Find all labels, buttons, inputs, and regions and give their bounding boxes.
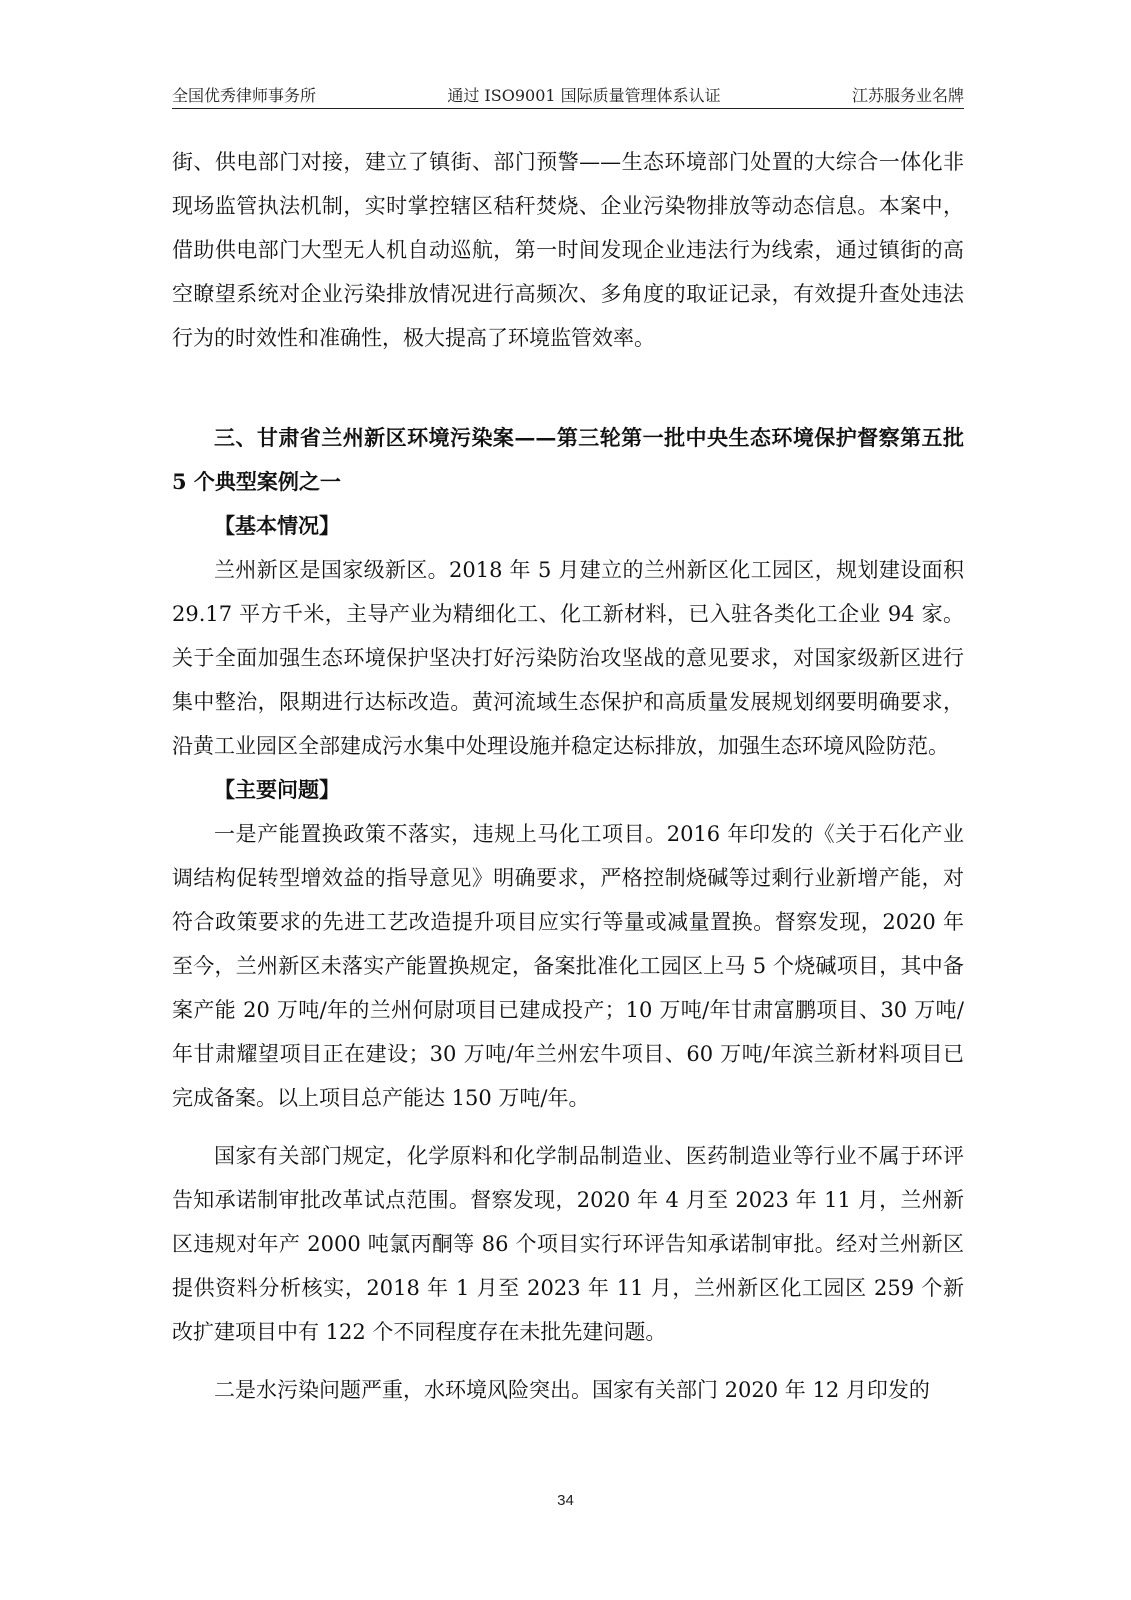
document-body [172, 140, 964, 1412]
problem-paragraph: 一是产能置换政策不落实，违规上马化工项目。2016 年印发的《关于石化产业调结构促转型增效益的指导意见》明确要求，严格控制烧碱等过剩行业新增产能，对符合政策要求的先进工艺改造提升项目应实行等量或减量置换。督察发现，2020 年至今，兰州新区未落实产能置换规定，备案批准化工园区上马 5 个烧碱项目，其中备案产能 20 万吨/年的兰州何尉项目已建成投产；10 万吨/年甘肃富鹏项目、30 万吨/年甘肃耀望项目正在建设；30 万吨/年兰州宏牛项目、60 万吨/年滨兰新材料项目已完成备案。以上项目总产能达 150 万吨/年。 [172, 822, 964, 1110]
basic-situation-paragraph: 兰州新区是国家级新区。2018 年 5 月建立的兰州新区化工园区，规划建设面积 29.17 平方千米，主导产业为精细化工、化工新材料，已入驻各类化工企业 94 家。关于全面加强生态环境保护坚决打好污染防治攻坚战的意见要求，对国家级新区进行集中整治，限期进行达标改造。黄河流域生态保护和高质量发展规划纲要明确要求，沿黄工业园区全部建成污水集中处理设施并稳定达标排放，加强生态环境风险防范。 [172, 558, 964, 758]
problem-paragraph: 二是水污染问题严重，水环境风险突出。国家有关部门 2020 年 12 月印发的 [214, 1378, 930, 1402]
intro-paragraph: 街、供电部门对接，建立了镇街、部门预警——生态环境部门处置的大综合一体化非现场监管执法机制，实时掌控辖区秸秆焚烧、企业污染物排放等动态信息。本案中，借助供电部门大型无人机自动巡航，第一时间发现企业违法行为线索，通过镇街的高空瞭望系统对企业污染排放情况进行高频次、多角度的取证记录，有效提升查处违法行为的时效性和准确性，极大提高了环境监管效率。 [172, 150, 964, 350]
header-divider [172, 108, 964, 109]
header-center-text: 通过 ISO9001 国际质量管理体系认证 [447, 86, 721, 105]
problem-paragraph: 国家有关部门规定，化学原料和化学制品制造业、医药制造业等行业不属于环评告知承诺制审批改革试点范围。督察发现，2020 年 4 月至 2023 年 11 月，兰州新区违规对年产 2000 吨氯丙酮等 86 个项目实行环评告知承诺制审批。经对兰州新区提供资料分析核实，2018 年 1 月至 2023 年 11 月，兰州新区化工园区 259 个新改扩建项目中有 122 个不同程度存在未批先建问题。 [172, 1144, 964, 1344]
basic-situation-heading: 【基本情况】 [214, 513, 340, 538]
header-right-text: 江苏服务业名牌 [851, 86, 964, 105]
header-left-text: 全国优秀律师事务所 [172, 86, 317, 105]
section-title: 三、甘肃省兰州新区环境污染案——第三轮第一批中央生态环境保护督察第五批 5 个典型案例之一 [172, 425, 964, 494]
paragraph-gap [172, 1120, 964, 1134]
main-problems-heading: 【主要问题】 [214, 777, 340, 802]
paragraph-gap [172, 1354, 964, 1368]
page-header [172, 80, 964, 106]
page-number: 34 [557, 1492, 574, 1509]
